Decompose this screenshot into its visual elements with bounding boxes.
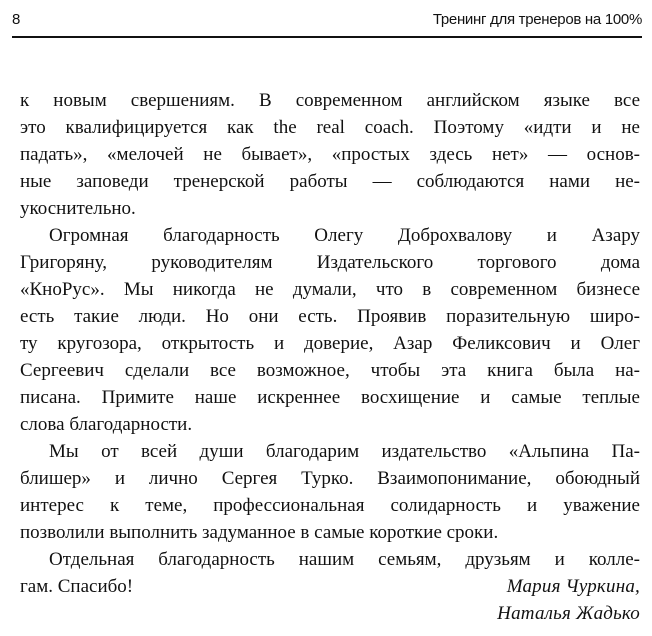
paragraph [20,87,640,222]
page-number: 8 [12,11,21,28]
text-line: ту кругозора, открытость и доверие, Азар Феликсович и Олег [20,333,640,354]
body-text [20,87,640,600]
text-line: блишер» и лично Сергея Турко. Взаимопонимание, обоюдный [20,468,640,489]
text-line: ные заповеди тренерской работы — соблюдаются нами не- [20,171,640,192]
text-line: Огромная благодарность Олегу Доброхвалову и Азару [49,225,640,246]
running-title: Тренинг для тренеров на 100% [432,11,642,28]
text-line: есть такие люди. Но они есть. Проявив поразительную широ- [20,306,640,327]
text-line: писана. Примите наше искреннее восхищение и самые теплые [20,387,640,408]
text-line: «КноРус». Мы никогда не думали, что в современном бизнесе [20,279,640,300]
paragraph [20,222,640,438]
text-line: интерес к теме, профессиональная солидарность и уважение [20,495,640,516]
signature-block [340,573,640,627]
header-divider [12,36,642,38]
paragraph [20,438,640,546]
text-line: Отдельная благодарность нашим семьям, друзьям и колле- [49,549,640,570]
text-line: Мы от всей души благодарим издательство «Альпина Па- [49,441,640,462]
text-line: гам. Спасибо! [20,576,134,597]
author-name: Мария Чуркина, [506,576,640,597]
text-line: Сергеевич сделали все возможное, чтобы эта книга была на- [20,360,640,381]
text-line: падать», «мелочей не бывает», «простых здесь нет» — основ- [20,144,640,165]
text-line: слова благодарности. [20,414,193,435]
text-line: Григоряну, руководителям Издательского торгового дома [20,252,640,273]
running-header [12,8,642,32]
text-line: укоснительно. [20,198,136,219]
text-line: это квалифицируется как the real coach. Поэтому «идти и не [20,117,640,138]
text-line: позволили выполнить задуманное в самые короткие сроки. [20,522,499,543]
author-name: Наталья Жадько [497,603,640,624]
text-line: к новым свершениям. В современном английском языке все [20,90,640,111]
